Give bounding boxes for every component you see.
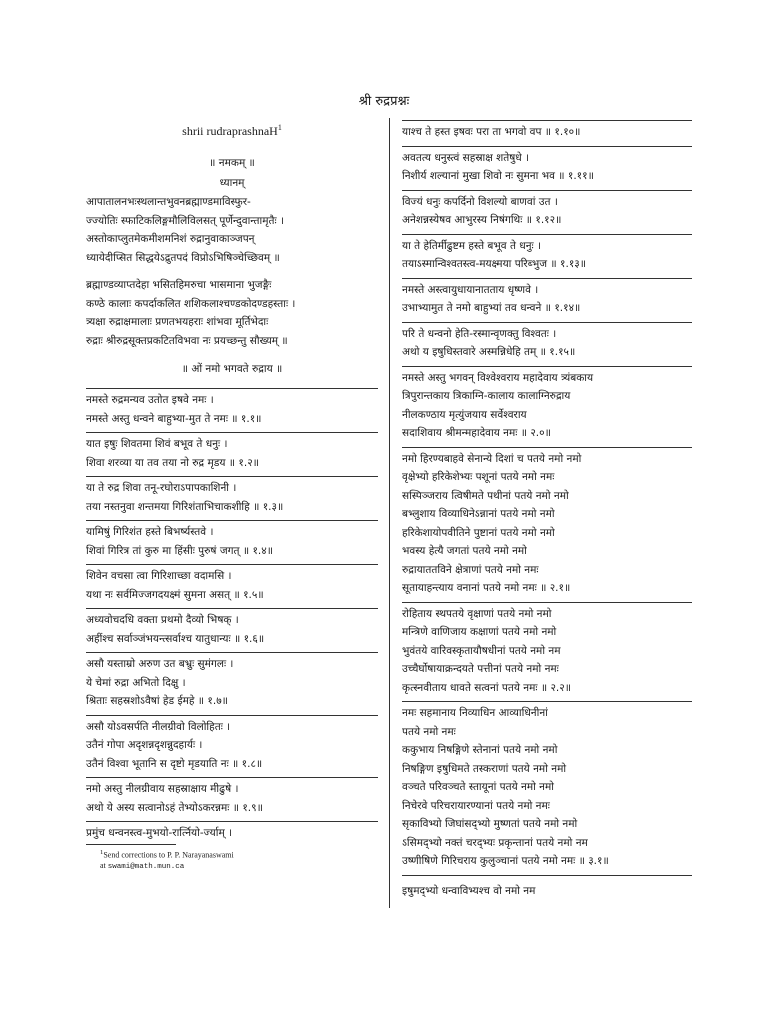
verse-block xyxy=(402,367,692,448)
verse-line: तया नस्तनुवा शन्तमया गिरिशंताभिचाकशीहि ॥ १.३॥ xyxy=(86,500,284,513)
verse-block xyxy=(402,279,692,323)
verse-block xyxy=(86,433,378,477)
verse-line: तयाऽस्मान्विश्वतस्त्व-मयक्ष्मया परिब्भुज ॥ १.१३॥ xyxy=(402,258,587,270)
verse-line: निचेरवे परिचरायारण्यानां पतये नमो नमः xyxy=(402,799,550,812)
verse-line: या ते हेतिर्मीढुष्टम हस्ते बभूव ते धनुः । xyxy=(402,239,541,252)
verse-line: यात इषुः शिवतमा शिवं बभूव ते धनुः । xyxy=(86,438,228,450)
verse-line: अवतत्य धनुस्त्वं सहस्राक्ष शतेषुधे । xyxy=(402,151,530,164)
verse-block xyxy=(402,147,692,191)
verse-line: विज्यं धनुः कपर्दिनो विशल्यो बाणवां उत । xyxy=(402,195,558,208)
verse-line: असौ यस्ताम्रो अरुण उत बभ्रुः सुमंगलः । xyxy=(86,658,234,670)
verse-block xyxy=(402,120,692,147)
page-title: श्री रुद्रप्रश्नः xyxy=(358,94,410,109)
verse-block xyxy=(86,609,378,653)
verse-line: नमस्ते अस्तु भगवन् विश्वेश्वराय महादेवाय त्र्यंबकाय xyxy=(402,371,594,384)
verse-line-last: इषुमद्भ्यो धन्वाविभ्यश्च वो नमो नम xyxy=(402,884,536,897)
verse-line: नमो हिरण्यबाहवे सेनान्ये दिशां च पतये नमो नमो xyxy=(402,452,582,465)
verse-block xyxy=(402,448,692,603)
verse-line: आपातालनभःस्थलान्तभुवनब्रह्माण्डमाविस्फुर- xyxy=(86,196,251,208)
verse-block xyxy=(402,235,692,279)
verse-line: ज्ज्योतिः स्फाटिकलिङ्गमौलिविलसत् पूर्णेन्दुवान्तामृतैः । xyxy=(86,214,284,227)
footnote-email[interactable]: swami@math.mun.ca xyxy=(107,863,185,872)
verse-line: रोहिताय स्थपतये वृक्षाणां पतये नमो नमो xyxy=(402,607,552,620)
verse-line: सस्पिञ्जराय त्विषीमते पथीनां पतये नमो नमो xyxy=(402,489,569,502)
verse-line: असौ योऽवसर्पति नीलग्रीवो विलोहितः । xyxy=(86,720,231,733)
left-verses xyxy=(86,388,378,822)
footnote-ref: 1 xyxy=(277,123,282,132)
verse-line: या ते रुद्र शिवा तनू-रघोराऽपापकाशिनी । xyxy=(86,482,237,494)
verse-line: ये चेमां रुद्रा अभितो दिक्षु । xyxy=(86,676,186,689)
verse-block xyxy=(86,653,378,716)
verse-line: भवस्य हेत्यै जगतां पतये नमो नमो xyxy=(402,545,527,557)
verse-line: अध्यवोचदधि वक्ता प्रथमो दैव्यो भिषक् । xyxy=(86,614,239,626)
verse-line: याश्च ते हस्त इषवः परा ता भगवो वप ॥ १.१०॥ xyxy=(402,126,581,138)
verse-line: त्र्यक्षा रुद्राक्षमालाः प्रणतभयहराः शांभवा मूर्तिभेदाः xyxy=(86,316,269,328)
verse-line: शिवां गिरित्र तां कुरु मा हिंसीः पुरुषं जगत् ॥ १.४॥ xyxy=(86,544,274,557)
verse-line: निशीर्य शल्यानां मुखा शिवो नः सुमना भव ॥ १.११॥ xyxy=(402,170,594,182)
verse-line: ककुभाय निषङ्गिणे स्तेनानां पतये नमो नमो xyxy=(402,744,558,756)
verse-line: पतये नमो नमः xyxy=(402,725,456,738)
dhyanam-verse-2 xyxy=(86,276,378,350)
footnote-email-prefix: at xyxy=(100,861,106,871)
verse-line: सूतायाहन्त्याय वनानां पतये नमो नमः ॥ २.१॥ xyxy=(402,582,571,594)
section-namakam: ॥ नमकम् ॥ xyxy=(209,157,255,169)
verse-line: शिवा शरव्या या तव तया नो रुद्र मृडय ॥ १.२॥ xyxy=(86,456,259,469)
footnote-mark: 1 xyxy=(100,848,104,856)
verse-line: बभ्लुशाय विव्याधिनेऽन्नानां पतये नमो नमो xyxy=(402,508,555,520)
verse-line: श्रिताः सहस्रशोऽवैषां हेड ईमहे ॥ १.७॥ xyxy=(86,695,228,707)
verse-line: मन्त्रिणे वाणिजाय कक्षाणां पतये नमो नमो xyxy=(402,626,557,638)
verse-line: अहींश्च सर्वाञ्जंभयन्त्सर्वाश्च यातुधान्यः ॥ १.६॥ xyxy=(86,632,265,645)
om-invocation: ॥ ओं नमो भगवते रुद्राय ॥ xyxy=(181,363,283,375)
verse-line: उष्णीषिणे गिरिचराय कुलुञ्चानां पतये नमो नमः ॥ ३.१॥ xyxy=(402,855,609,867)
footnote-rule xyxy=(86,844,176,845)
verse-line: भुवंतये वारिवस्कृतायौषधीनां पतये नमो नम xyxy=(402,644,561,657)
footnote xyxy=(86,847,378,874)
dhyanam-verse-1 xyxy=(86,193,378,267)
verse-block xyxy=(402,191,692,235)
verse-line: यामिषुं गिरिशंत हस्ते बिभर्ष्यस्तवे । xyxy=(86,526,214,538)
verse-line: सदाशिवाय श्रीमन्महादेवाय नमः ॥ २.०॥ xyxy=(402,427,551,439)
left-column xyxy=(86,120,378,873)
verse-line: ब्रह्माण्डव्याप्तदेहा भसितहिमरुचा भासमाना भुजङ्गैः xyxy=(86,279,272,291)
verse-line: नमः सहमानाय निव्याधिन आव्याधिनीनां xyxy=(402,707,548,719)
verse-line: नमस्ते रुद्रमन्यव उतोत इषवे नमः । xyxy=(86,394,214,406)
verse-block xyxy=(402,323,692,367)
verse-block xyxy=(86,565,378,609)
verse-line: रुद्राः श्रीरुद्रसूक्तप्रकटितविभवा नः प्रयच्छन्तु सौख्यम् ॥ xyxy=(86,334,288,347)
verse-line: उच्चैर्घोषायाक्रन्दयते पत्तीनां पतये नमो नमः xyxy=(402,663,559,675)
verse-line: परि ते धन्वनो हेति-रस्मान्वृणक्तु विश्वतः । xyxy=(402,327,557,340)
verse-line: उभाभ्यामुत ते नमो बाहुभ्यां तव धन्वने ॥ १.१४॥ xyxy=(402,302,581,314)
verse-line: नमस्ते अस्तु धन्वने बाहुभ्या-मुत ते नमः ॥ १.१॥ xyxy=(86,412,262,425)
verse-line: ऽसिमद्भ्यो नक्तं चरद्भ्यः प्रकृन्तानां पतये नमो नम xyxy=(402,836,588,849)
verse-block xyxy=(402,603,692,703)
verse-line: सृकाविभ्यो जिघांसद्भ्यो मुष्णतां पतये नमो नमो xyxy=(402,818,578,830)
verse-block xyxy=(86,778,378,822)
column-divider xyxy=(389,118,390,908)
verse-block xyxy=(86,716,378,779)
verse-line: रुद्रायाततविने क्षेत्राणां पतये नमो नमः xyxy=(402,563,539,576)
verse-line: शिवेन वचसा त्वा गिरिशाच्छा वदामसि । xyxy=(86,570,232,582)
right-column xyxy=(402,120,692,900)
verse-block xyxy=(402,702,692,876)
right-verses xyxy=(402,120,692,876)
verse-block xyxy=(86,388,378,433)
verse-line: ध्यायेदीप्सित सिद्धयेऽद्रुतपदं विप्रोऽभिषिञ्चेच्छिवम् ॥ xyxy=(86,251,280,264)
verse-line: कृत्स्नवीताय धावते सत्वनां पतये नमः ॥ २.२॥ xyxy=(402,681,572,694)
verse-line-last: प्रमुंच धन्वनस्त्व-मुभयो-रार्त्नियो-र्ज्याम् । xyxy=(86,827,233,839)
verse-block xyxy=(86,477,378,521)
verse-line: अथो ये अस्य सत्वानोऽहं तेभ्योऽकरन्नमः ॥ १.९॥ xyxy=(86,801,263,814)
verse-line: त्रिपुरान्तकाय त्रिकाग्नि-कालाय कालाग्निरुद्राय xyxy=(402,390,571,402)
verse-line: नीलकण्ठाय मृत्युंजयाय सर्वेश्वराय xyxy=(402,408,527,421)
verse-line: कण्ठे कालाः कपर्दाकलित शशिकलाश्चण्डकोदण्डहस्ताः । xyxy=(86,297,296,310)
document-title-text: shrii rudraprashnaH xyxy=(182,124,278,138)
verse-line: निषङ्गिण इषुधिमते तस्कराणां पतये नमो नमो xyxy=(402,762,567,775)
verse-line: नमस्ते अस्त्वायुधायानातताय धृष्णवे । xyxy=(402,283,539,296)
verse-line: हरिकेशायोपवीतिने पुष्टानां पतये नमो नमो xyxy=(402,526,555,539)
verse-line: अस्तोकाप्लुतमेकमीशमनिशं रुद्रानुवाकाञ्जपन् xyxy=(86,233,255,245)
verse-line: वृक्षेभ्यो हरिकेशेभ्यः पशूनां पतये नमो नमः xyxy=(402,471,555,483)
document-title xyxy=(86,123,378,139)
verse-block xyxy=(86,521,378,565)
verse-line: यथा नः सर्वमिज्जगदयक्ष्मं सुमना असत् ॥ १.५॥ xyxy=(86,588,264,601)
verse-line: अथो य इषुधिस्तवारे अस्मन्निधेहि तम् ॥ १.१५॥ xyxy=(402,346,576,358)
verse-line: अनेशन्नस्येषव आभुरस्य निषंगथिः ॥ १.१२॥ xyxy=(402,214,562,226)
verse-line: नमो अस्तु नीलग्रीवाय सहस्राक्षाय मीढुषे । xyxy=(86,783,239,795)
section-dhyanam: ध्यानम् xyxy=(219,177,245,189)
verse-line: उतैनं विश्वा भूतानि स दृष्टो मृडयाति नः ॥ १.८॥ xyxy=(86,757,263,770)
footnote-text: Send corrections to P. P. Narayanaswami xyxy=(103,850,234,860)
verse-line: वञ्चते परिवञ्चते स्तायूनां पतये नमो नमो xyxy=(402,781,554,793)
verse-line: उतैनं गोपा अदृशन्नदृशन्नुदहार्यः । xyxy=(86,739,203,751)
